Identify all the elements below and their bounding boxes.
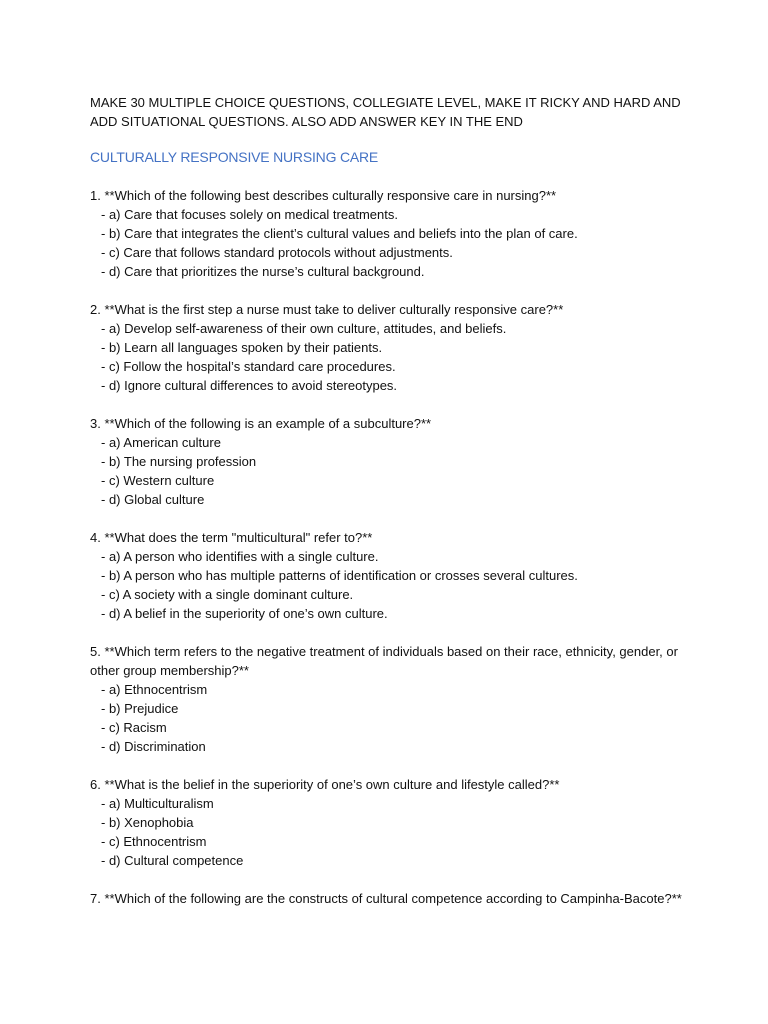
option-d: - d) Discrimination (101, 739, 206, 754)
question-text: 2. **What is the first step a nurse must take to deliver culturally responsive care?** (90, 302, 564, 317)
question-item (90, 528, 690, 623)
option-b: - b) Care that integrates the client’s cultural values and beliefs into the plan of care. (101, 226, 578, 241)
option-c: - c) Follow the hospital’s standard care procedures. (101, 359, 396, 374)
question-item (90, 414, 690, 509)
question-text: 4. **What does the term "multicultural" refer to?** (90, 530, 373, 545)
question-text: 3. **Which of the following is an example of a subculture?** (90, 416, 432, 431)
option-b: - b) The nursing profession (101, 454, 257, 469)
question-item (90, 775, 690, 870)
option-c: - c) Racism (101, 720, 167, 735)
option-d: - d) Ignore cultural differences to avoid stereotypes. (101, 378, 398, 393)
option-d: - d) Cultural competence (101, 853, 244, 868)
intro-instruction: MAKE 30 MULTIPLE CHOICE QUESTIONS, COLLEGIATE LEVEL, MAKE IT RICKY AND HARD AND ADD SITUATIONAL QUESTIONS. ALSO ADD ANSWER KEY IN THE END (90, 95, 681, 129)
option-list (90, 547, 690, 623)
option-a: - a) Develop self-awareness of their own culture, attitudes, and beliefs. (101, 321, 507, 336)
option-a: - a) Multiculturalism (101, 796, 214, 811)
option-a: - a) American culture (101, 435, 221, 450)
option-list (90, 680, 690, 756)
option-a: - a) A person who identifies with a single culture. (101, 549, 379, 564)
option-d: - d) Global culture (101, 492, 205, 507)
option-a: - a) Ethnocentrism (101, 682, 208, 697)
question-item (90, 300, 690, 395)
option-list (90, 205, 690, 281)
option-d: - d) A belief in the superiority of one’s own culture. (101, 606, 388, 621)
question-item (90, 186, 690, 281)
option-b: - b) Xenophobia (101, 815, 194, 830)
option-c: - c) Ethnocentrism (101, 834, 207, 849)
question-text: 1. **Which of the following best describes culturally responsive care in nursing?** (90, 188, 557, 203)
question-text: 6. **What is the belief in the superiority of one’s own culture and lifestyle called?** (90, 777, 560, 792)
option-b: - b) Learn all languages spoken by their patients. (101, 340, 383, 355)
option-c: - c) Care that follows standard protocols without adjustments. (101, 245, 453, 260)
question-item (90, 889, 690, 908)
option-list (90, 433, 690, 509)
option-list (90, 319, 690, 395)
option-c: - c) A society with a single dominant culture. (101, 587, 354, 602)
option-d: - d) Care that prioritizes the nurse’s cultural background. (101, 264, 425, 279)
option-list (90, 794, 690, 870)
question-list (90, 186, 690, 908)
question-item (90, 642, 690, 756)
option-a: - a) Care that focuses solely on medical treatments. (101, 207, 398, 222)
document-body (90, 93, 690, 927)
option-c: - c) Western culture (101, 473, 215, 488)
option-b: - b) Prejudice (101, 701, 179, 716)
option-b: - b) A person who has multiple patterns of identification or crosses several cultures. (101, 568, 578, 583)
question-text: 7. **Which of the following are the constructs of cultural competence according to Campinha-Bacote?** (90, 891, 682, 906)
question-text: 5. **Which term refers to the negative treatment of individuals based on their race, ethnicity, gender, or other group membership?** (90, 644, 678, 678)
section-title: CULTURALLY RESPONSIVE NURSING CARE (90, 149, 379, 165)
